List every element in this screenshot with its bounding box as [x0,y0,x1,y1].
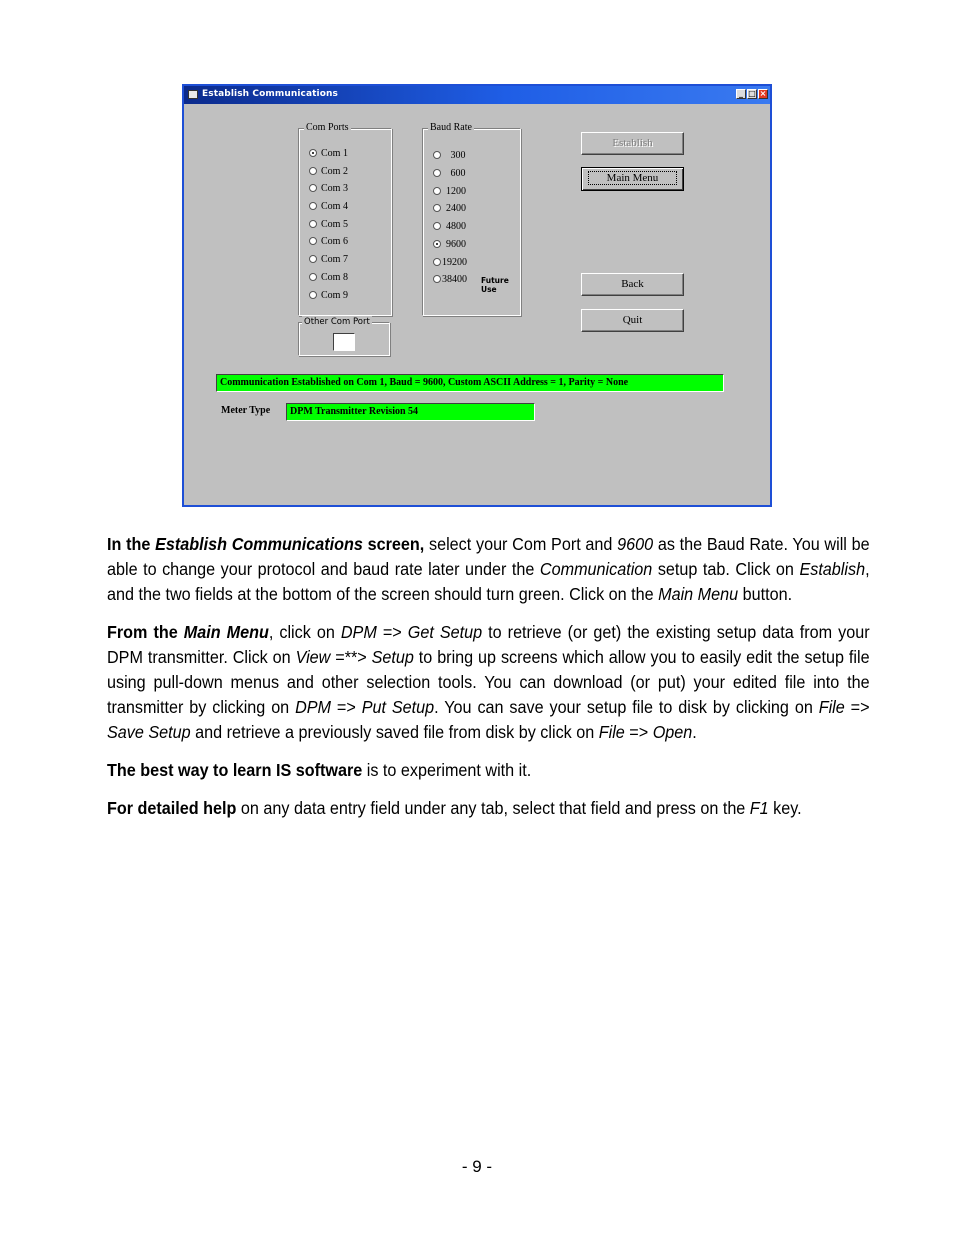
app-icon [188,90,198,99]
minimize-icon[interactable]: _ [736,89,746,99]
main-menu-button[interactable]: Main Menu [581,167,684,191]
back-button[interactable]: Back [581,273,684,296]
establish-communications-window [182,84,772,507]
radio-com-1[interactable]: Com 1 [309,147,348,161]
radio-icon [433,222,441,230]
radio-checked-icon [433,240,441,248]
radio-baud-2400[interactable]: 2400 [433,202,466,216]
radio-icon [433,169,441,177]
radio-baud-1200[interactable]: 1200 [433,185,466,199]
title-bar[interactable] [184,86,770,104]
radio-icon [433,275,441,283]
radio-icon [433,204,441,212]
window-title: Establish Communications [202,89,338,99]
meter-type-label: Meter Type [221,405,271,416]
future-use-note: Future Use [481,276,509,294]
other-com-port-group [298,317,390,356]
baud-rate-group [422,122,521,316]
radio-baud-9600[interactable]: 9600 [433,238,466,252]
baud-rate-label: Baud Rate [430,122,472,133]
com-ports-label: Com Ports [306,122,349,133]
other-com-port-input[interactable] [333,333,355,351]
instructions-text [107,532,870,834]
radio-com-4[interactable]: Com 4 [309,200,348,214]
radio-icon [309,237,317,245]
radio-baud-300[interactable]: 300 [433,149,466,163]
close-icon[interactable]: × [759,89,767,98]
paragraph-help: For detailed help on any data entry field under any tab, select that field and press on the F1 key. [107,798,802,818]
page-number: - 9 - [461,1157,493,1176]
radio-icon [309,167,317,175]
radio-baud-19200[interactable]: 19200 [433,256,467,270]
radio-icon [309,255,317,263]
radio-com-7[interactable]: Com 7 [309,253,348,267]
radio-icon [433,258,441,266]
radio-checked-icon [309,149,317,157]
radio-icon [309,220,317,228]
maximize-icon[interactable]: □ [748,89,756,98]
paragraph-learn: The best way to learn IS software is to experiment with it. [107,760,532,780]
radio-com-2[interactable]: Com 2 [309,165,348,179]
radio-com-6[interactable]: Com 6 [309,235,348,249]
meter-type-field: DPM Transmitter Revision 54 [286,403,535,421]
radio-baud-38400[interactable]: 38400 [433,273,467,287]
radio-icon [433,151,441,159]
radio-baud-600[interactable]: 600 [433,167,466,181]
radio-icon [309,184,317,192]
paragraph-main-menu: From the Main Menu, click on DPM => Get Setup to retrieve (or get) the existing setup data from your DPM transmitter. Click on View =**> Setup to bring up screens which allow you to easily edit the setup file using pull-down menus and other selection tools. You can download (or put) your edited file into the transmitter by clicking on DPM => Put Setup. You can save your setup file to disk by clicking on File => Save Setup and retrieve a previously saved file from disk by click on File => Open. [107,622,870,742]
radio-icon [309,273,317,281]
paragraph-establish: In the Establish Communications screen, select your Com Port and 9600 as the Baud Rate. You will be able to change your protocol and baud rate later under the Communication setup tab. Click on Establish, and the two fields at the bottom of the screen should turn green. Click on the Main Menu button. [107,534,870,604]
establish-button[interactable]: Establish [581,132,684,155]
radio-com-8[interactable]: Com 8 [309,271,348,285]
radio-icon [309,291,317,299]
radio-com-5[interactable]: Com 5 [309,218,348,232]
radio-icon [309,202,317,210]
radio-com-3[interactable]: Com 3 [309,182,348,196]
com-ports-group [298,122,392,316]
radio-icon [433,187,441,195]
radio-com-9[interactable]: Com 9 [309,289,348,303]
communication-status-field: Communication Established on Com 1, Baud = 9600, Custom ASCII Address = 1, Parity = None [216,374,724,392]
radio-baud-4800[interactable]: 4800 [433,220,466,234]
quit-button[interactable]: Quit [581,309,684,332]
other-com-port-label: Other Com Port [304,317,370,327]
